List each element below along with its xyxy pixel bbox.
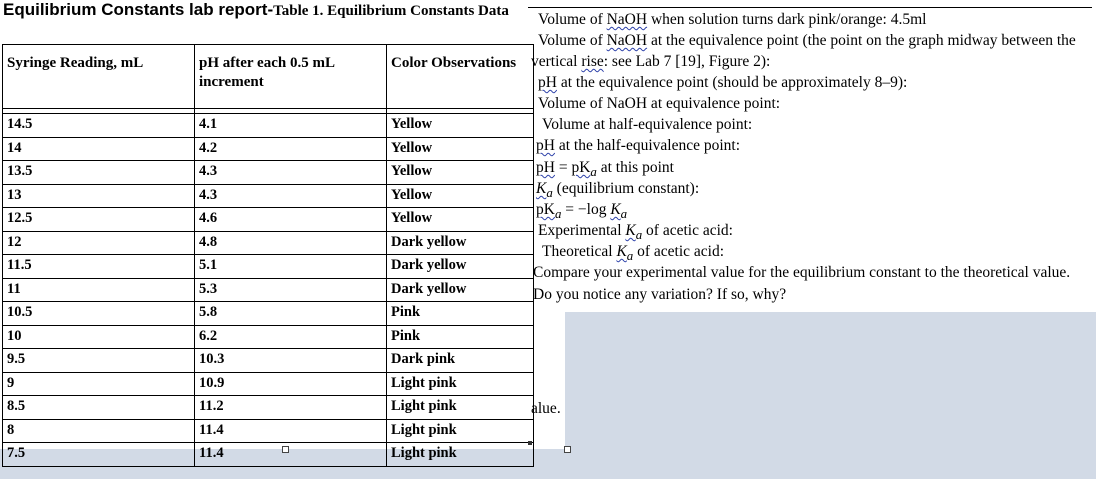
cell-ph: 5.8: [195, 302, 387, 326]
question-pka-formula: $pK_a = -\log$ $K_a$: [536, 201, 628, 222]
cell-syringe: 14: [3, 137, 195, 161]
question-half-equivalence: Volume at half-equivalence point:: [542, 116, 753, 133]
cell-ph: 4.2: [195, 137, 387, 161]
cell-syringe: 9: [3, 372, 195, 396]
question-ph-equivalence: pH at the equivalence point (should be approximately 8–9):: [538, 74, 908, 91]
cell-ph: 4.3: [195, 161, 387, 185]
cell-color: Dark yellow: [387, 231, 534, 255]
cell-ph: 10.3: [195, 349, 387, 373]
cell-ph: 5.1: [195, 255, 387, 279]
table-row: [3, 419, 534, 443]
cell-color: Dark yellow: [387, 255, 534, 279]
data-table: [2, 44, 534, 467]
cell-color: Light pink: [387, 372, 534, 396]
report-title: Equilibrium Constants lab report-: [3, 0, 274, 19]
header-syringe: Syringe Reading, mL: [3, 45, 195, 109]
table-row: [3, 255, 534, 279]
table-row: [3, 325, 534, 349]
divider-line: [528, 7, 1092, 8]
table-row: [3, 161, 534, 185]
table-anchor: [528, 441, 532, 445]
table-row: [3, 231, 534, 255]
cell-ph: 5.3: [195, 278, 387, 302]
resize-handle-bottom[interactable]: [282, 446, 289, 453]
cell-color: Light pink: [387, 419, 534, 443]
table-row: [3, 208, 534, 232]
resize-handle-corner[interactable]: [564, 446, 571, 453]
cell-syringe: 10: [3, 325, 195, 349]
cell-ph: 11.4: [195, 443, 387, 467]
cell-syringe: 11.5: [3, 255, 195, 279]
cell-ph: 11.2: [195, 396, 387, 420]
table-row: [3, 349, 534, 373]
cell-color: Yellow: [387, 161, 534, 185]
cell-syringe: 9.5: [3, 349, 195, 373]
cell-color: Light pink: [387, 396, 534, 420]
question-naoh-dark-pink: Volume of NaOH when solution turns dark pink/orange: 4.5ml: [538, 11, 927, 28]
cell-syringe: 7.5: [3, 443, 195, 467]
table-row: [3, 137, 534, 161]
clipped-text: alue.: [531, 400, 561, 417]
question-volume-equivalence: Volume of NaOH at equivalence point:: [538, 95, 781, 112]
cell-color: Pink: [387, 302, 534, 326]
cell-syringe: 12: [3, 231, 195, 255]
table-row: [3, 114, 534, 138]
table-row: [3, 302, 534, 326]
table-row: [3, 184, 534, 208]
page-title: [3, 0, 509, 20]
cell-color: Yellow: [387, 208, 534, 232]
question-vertical-rise: vertical rise: see Lab 7 [19], Figure 2):: [531, 53, 771, 70]
cell-syringe: 14.5: [3, 114, 195, 138]
cell-color: Dark pink: [387, 349, 534, 373]
cell-syringe: 8: [3, 419, 195, 443]
cell-syringe: 8.5: [3, 396, 195, 420]
cell-syringe: 13: [3, 184, 195, 208]
cell-ph: 4.3: [195, 184, 387, 208]
table-row: [3, 396, 534, 420]
header-color: Color Observations: [387, 45, 534, 109]
cell-syringe: 11: [3, 278, 195, 302]
question-ka: $K_a$ (equilibrium constant):: [536, 180, 700, 201]
cell-ph: 4.6: [195, 208, 387, 232]
table-header-row: [3, 45, 534, 109]
table-row: [3, 372, 534, 396]
question-variation: Do you notice any variation? If so, why?: [533, 286, 787, 303]
cell-syringe: 13.5: [3, 161, 195, 185]
cell-ph: 6.2: [195, 325, 387, 349]
cell-ph: 4.1: [195, 114, 387, 138]
cell-syringe: 12.5: [3, 208, 195, 232]
cell-ph: 10.9: [195, 372, 387, 396]
cell-ph: 4.8: [195, 231, 387, 255]
question-ph-equals-pka: pH = $pK_a$ at this point: [536, 159, 674, 180]
cell-color: Yellow: [387, 184, 534, 208]
question-theoretical-ka: Theoretical $K_a$ of acetic acid:: [542, 243, 725, 264]
header-ph: pH after each 0.5 mL increment: [195, 45, 387, 109]
table-caption: Table 1. Equilibrium Constants Data: [273, 3, 509, 19]
cell-color: Yellow: [387, 137, 534, 161]
table-row: [3, 443, 534, 467]
cell-color: Dark yellow: [387, 278, 534, 302]
question-naoh-equivalence: Volume of NaOH at the equivalence point (the point on the graph midway between the: [538, 32, 1076, 49]
cell-color: Yellow: [387, 114, 534, 138]
question-experimental-ka: Experimental $K_a$ of acetic acid:: [538, 222, 733, 243]
cell-color: Light pink: [387, 443, 534, 467]
cell-color: Pink: [387, 325, 534, 349]
question-compare: Compare your experimental value for the equilibrium constant to the theoretical value.: [533, 264, 1071, 281]
table-row: [3, 278, 534, 302]
cell-syringe: 10.5: [3, 302, 195, 326]
cell-ph: 11.4: [195, 419, 387, 443]
question-ph-half-equivalence: pH at the half-equivalence point:: [536, 137, 741, 154]
